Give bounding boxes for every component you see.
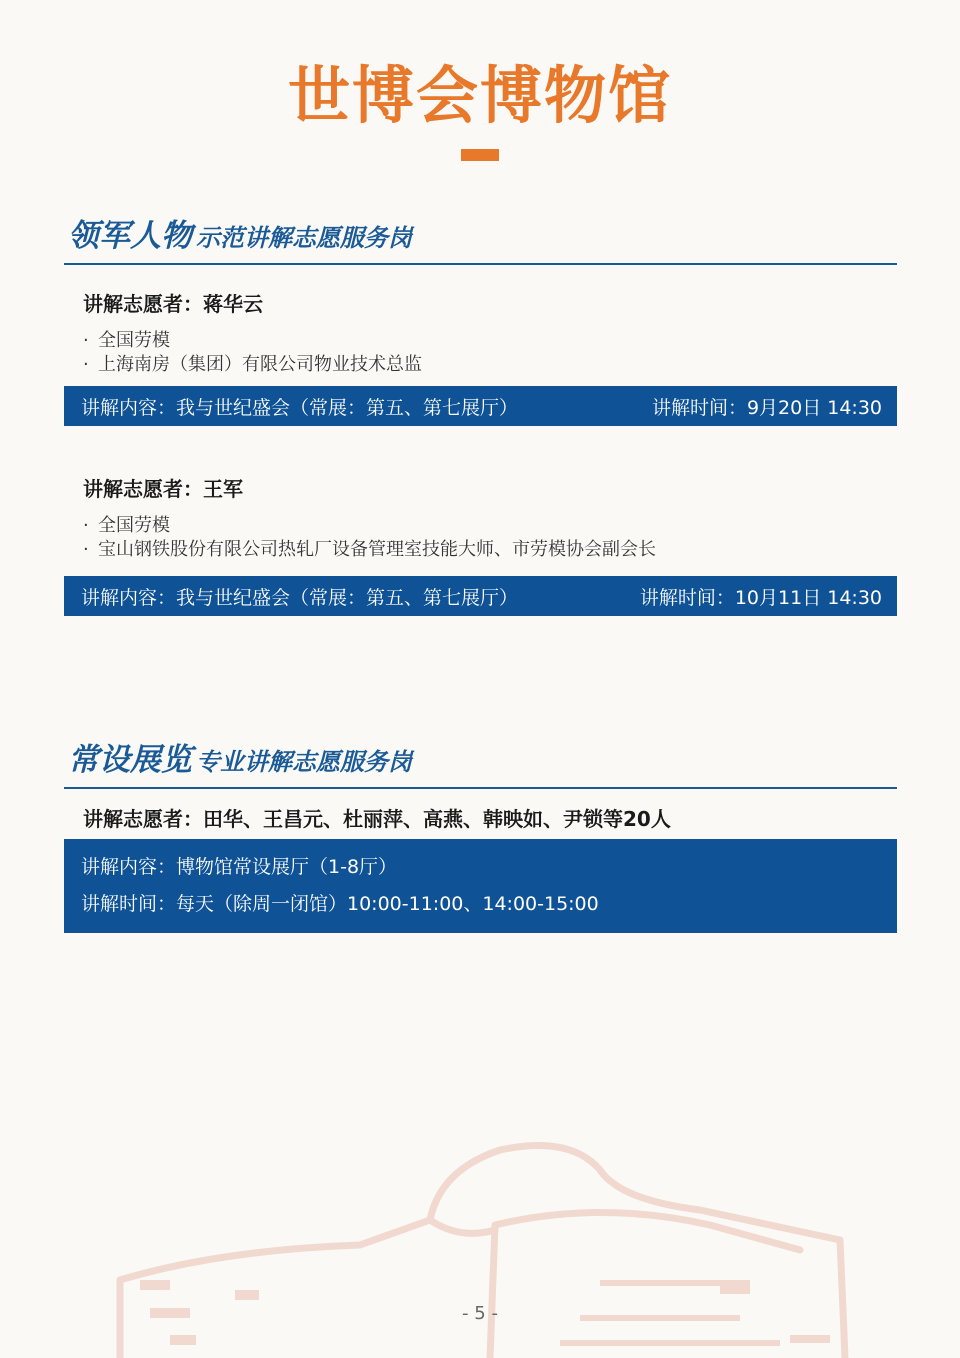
bullet-text: 全国劳模 [98, 330, 170, 351]
section-heading-leaders [68, 210, 412, 255]
section-heading-sub: 专业讲解志愿服务岗 [196, 748, 412, 776]
list-item [83, 350, 422, 376]
page-title: 世博会博物馆 [287, 59, 672, 132]
tour-content: 讲解内容：我与世纪盛会（常展：第五、第七展厅） [81, 586, 519, 609]
tour-time: 讲解时间：9月20日 14:30 [651, 396, 882, 419]
section-heading-main: 常设展览 [68, 742, 192, 778]
bullet-text: 宝山钢铁股份有限公司热轧厂设备管理室技能大师、市劳模协会副会长 [98, 539, 656, 560]
section-heading-permanent [68, 734, 412, 779]
volunteer-name: 讲解志愿者：王军 [83, 477, 243, 501]
section-heading-main: 领军人物 [68, 218, 192, 254]
section-divider [64, 263, 897, 265]
volunteer-name: 讲解志愿者：蒋华云 [83, 292, 263, 316]
tour-time: 讲解时间：10月11日 14:30 [639, 586, 882, 609]
list-item [83, 511, 170, 537]
volunteer-names: 讲解志愿者：田华、王昌元、杜丽萍、高燕、韩映如、尹锁等20人 [83, 807, 671, 831]
bullet-icon: · [83, 515, 89, 536]
list-item [83, 535, 656, 561]
bullet-icon: · [83, 330, 89, 351]
info-bar [64, 576, 897, 616]
info-bar [64, 386, 897, 426]
bullet-icon: · [83, 539, 89, 560]
info-bar [64, 839, 897, 933]
section-divider [64, 787, 897, 789]
tour-time: 讲解时间：每天（除周一闭馆）10:00-11:00、14:00-15:00 [81, 893, 599, 915]
tour-content: 讲解内容：我与世纪盛会（常展：第五、第七展厅） [81, 396, 519, 419]
page-number: - 5 - [462, 1303, 498, 1324]
section-heading-sub: 示范讲解志愿服务岗 [196, 224, 412, 252]
tour-content: 讲解内容：博物馆常设展厅（1-8厅） [81, 856, 398, 878]
bullet-text: 全国劳模 [98, 515, 170, 536]
title-accent-bar [461, 149, 499, 161]
bullet-icon: · [83, 354, 89, 375]
list-item [83, 326, 170, 352]
bullet-text: 上海南房（集团）有限公司物业技术总监 [98, 354, 422, 375]
